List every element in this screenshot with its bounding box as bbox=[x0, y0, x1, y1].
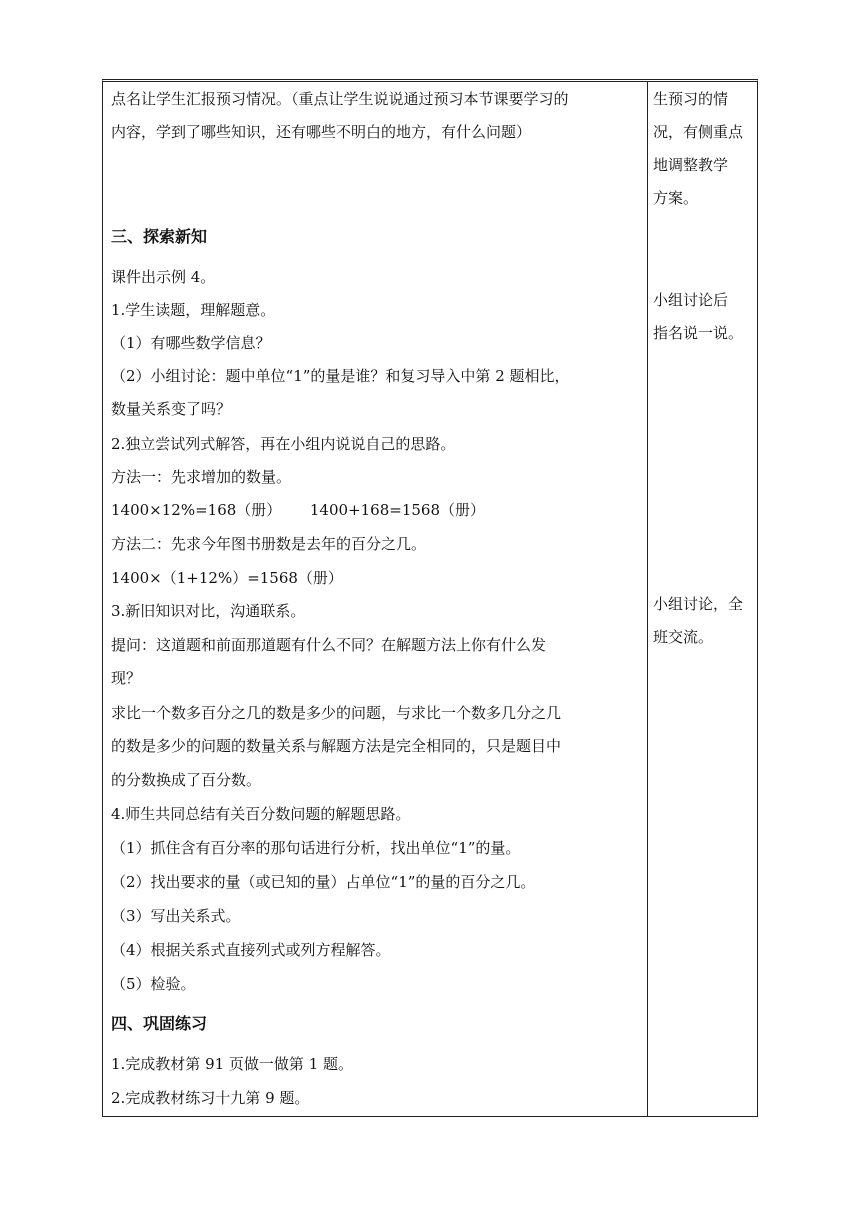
content-line: （1）有哪些数学信息？ bbox=[111, 334, 271, 352]
content-line: 1.完成教材第 91 页做一做第 1 题。 bbox=[111, 1055, 354, 1073]
content-line: 4.师生共同总结有关百分数问题的解题思路。 bbox=[111, 805, 411, 823]
formula-line: 1400×12%=168（册） 1400+168=1568（册） bbox=[111, 501, 486, 519]
side-note-line: 地调整教学 bbox=[653, 156, 729, 174]
section-heading: 三、探索新知 bbox=[111, 227, 208, 246]
intro-line: 内容，学到了哪些知识，还有哪些不明白的地方，有什么问题） bbox=[111, 123, 532, 141]
lesson-plan-table bbox=[102, 79, 758, 1117]
side-note-line: 小组讨论，全 bbox=[653, 595, 744, 613]
content-line: （5）检验。 bbox=[111, 975, 196, 993]
content-line: 数量关系变了吗？ bbox=[111, 400, 232, 418]
content-line: （2）小组讨论：题中单位“1”的量是谁？和复习导入中第 2 题相比， bbox=[111, 367, 570, 385]
content-line: 3.新旧知识对比，沟通联系。 bbox=[111, 602, 306, 620]
content-line: 提问：这道题和前面那道题有什么不同？在解题方法上你有什么发 bbox=[111, 636, 547, 654]
intro-line: 点名让学生汇报预习情况。（重点让学生说说通过预习本节课要学习的 bbox=[111, 90, 569, 108]
content-line: 方法一：先求增加的数量。 bbox=[111, 468, 292, 486]
column-divider bbox=[647, 82, 648, 1116]
content-line: （1）抓住含有百分率的那句话进行分析，找出单位“1”的量。 bbox=[111, 839, 521, 857]
content-line: 方法二：先求今年图书册数是去年的百分之几。 bbox=[111, 535, 427, 553]
content-line: 1.学生读题，理解题意。 bbox=[111, 301, 276, 319]
side-note-line: 小组讨论后 bbox=[653, 291, 729, 309]
content-line: 的数是多少的问题的数量关系与解题方法是完全相同的，只是题目中 bbox=[111, 737, 562, 755]
formula-line: 1400×（1+12%）=1568（册） bbox=[111, 569, 343, 587]
side-note-line: 生预习的情 bbox=[653, 90, 729, 108]
side-note-line: 况，有侧重点 bbox=[653, 123, 744, 141]
content-line: （2）找出要求的量（或已知的量）占单位“1”的量的百分之几。 bbox=[111, 873, 536, 891]
content-line: 的分数换成了百分数。 bbox=[111, 771, 262, 789]
side-note-line: 指名说一说。 bbox=[653, 324, 744, 342]
content-line: 求比一个数多百分之几的数是多少的问题，与求比一个数多几分之几 bbox=[111, 704, 562, 722]
section-heading: 四、巩固练习 bbox=[111, 1014, 208, 1033]
side-note-line: 方案。 bbox=[653, 189, 699, 207]
content-line: （3）写出关系式。 bbox=[111, 907, 241, 925]
content-line: 现？ bbox=[111, 669, 142, 687]
content-line: （4）根据关系式直接列式或列方程解答。 bbox=[111, 941, 391, 959]
content-line: 2.独立尝试列式解答，再在小组内说说自己的思路。 bbox=[111, 435, 456, 453]
content-line: 课件出示例 4。 bbox=[111, 268, 216, 286]
content-line: 2.完成教材练习十九第 9 题。 bbox=[111, 1089, 310, 1107]
side-note-line: 班交流。 bbox=[653, 628, 714, 646]
